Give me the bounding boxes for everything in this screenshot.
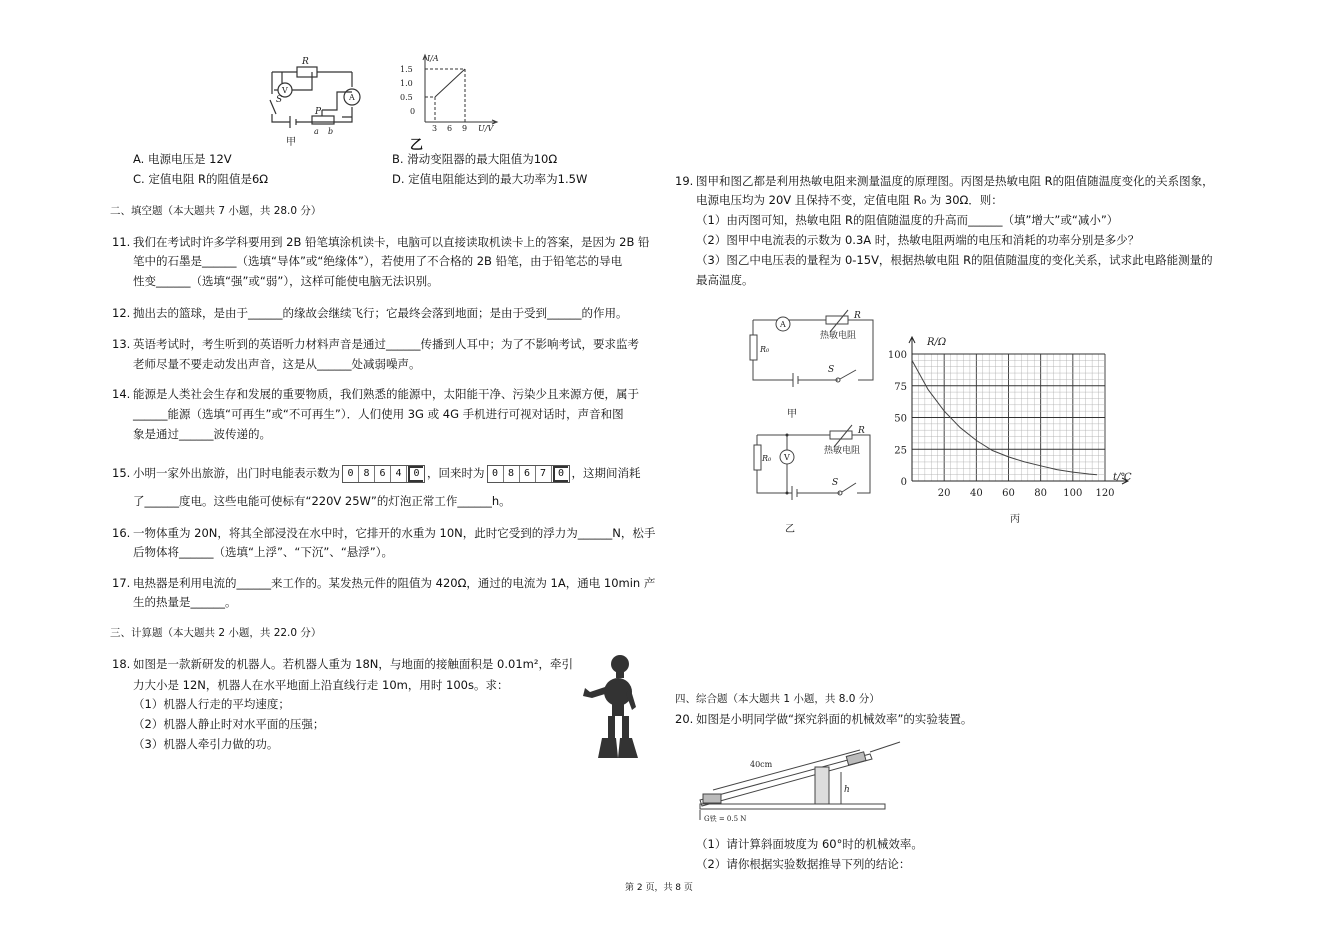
question-number: 11. (112, 235, 131, 249)
option-d: D. 定值电阻能达到的最大功率为1.5W (392, 172, 588, 186)
question-13-line: 英语考试时，考生听到的英语听力材料声音是通过______传播到人耳中；为了不影响考试，要求监考 (133, 337, 639, 351)
svg-text:40cm: 40cm (750, 760, 773, 769)
meter-digit: 6 (375, 466, 391, 482)
svg-text:S: S (832, 478, 839, 488)
question-17-line: 生的热量是______。 (133, 595, 237, 609)
question-15-line (133, 463, 641, 483)
question-17-line: 电热器是利用电流的______来工作的。某发热元件的阻值为 420Ω，通过的电流为 1A，通电 10min 产 (133, 576, 656, 590)
question-number: 12. (112, 306, 131, 320)
question-14-line: ______能源（选填“可再生”或“不可再生”）．人们使用 3G 或 4G 手机进行可视对话时，声音和图 (133, 407, 624, 421)
question-19-line: 最高温度。 (696, 273, 754, 287)
section-heading-fill-in: 二、填空题（本大题共 7 小题，共 28.0 分） (110, 205, 322, 217)
x-tick-label: 120 (1095, 488, 1115, 499)
question-19-line: 图甲和图乙都是利用热敏电阻来测量温度的原理图。丙图是热敏电阻 R的阻值随温度变化的关系图象， (696, 174, 1214, 188)
svg-text:1.0: 1.0 (400, 79, 413, 88)
svg-text:G铁 = 0.5 N: G铁 = 0.5 N (704, 815, 747, 823)
option-c: C. 定值电阻 R的阻值是6Ω (133, 172, 269, 186)
svg-text:热敏电阻: 热敏电阻 (824, 446, 861, 456)
question-number: 15. (112, 466, 131, 480)
figure-caption-jia: 甲 (787, 409, 797, 420)
svg-text:P: P (315, 107, 322, 117)
question-number: 16. (112, 526, 131, 540)
resistance-temperature-chart (887, 330, 1145, 500)
question-20-sub: （2）请你根据实验数据推导下列的结论： (696, 857, 911, 871)
y-tick-label: 0 (900, 477, 907, 488)
svg-text:I/A: I/A (427, 54, 439, 63)
svg-text:R: R (858, 426, 865, 436)
figure-caption-yi: 乙 (410, 138, 424, 153)
meter-digit: 0 (343, 466, 359, 482)
question-number: 19. (675, 174, 694, 188)
meter-digit: 0 (488, 466, 504, 482)
question-20-sub: （1）请计算斜面坡度为 60°时的机械效率。 (696, 837, 923, 851)
question-number: 18. (112, 657, 131, 671)
svg-text:0.5: 0.5 (400, 93, 413, 102)
question-12-line: 抛出去的篮球，是由于______的缘故会继续飞行；它最终会落到地面；是由于受到______的作用。 (133, 306, 628, 320)
question-number: 13. (112, 337, 131, 351)
y-axis-label: R/Ω (927, 337, 947, 348)
svg-text:6: 6 (447, 124, 453, 133)
y-tick-label: 100 (887, 350, 907, 361)
question-15-line: 了______度电。这些电能可使标有“220V 25W”的灯泡正常工作______h。 (133, 494, 511, 508)
question-13-line: 老师尽量不要走动发出声音，这是从______处减弱噪声。 (133, 357, 421, 371)
svg-text:h: h (844, 785, 850, 795)
meter-digit: 0 (408, 466, 423, 482)
svg-text:V: V (282, 86, 288, 95)
question-18-line: （1）机器人行走的平均速度； (133, 697, 290, 711)
question-14-line: 能源是人类社会生存和发展的重要物质，我们熟悉的能源中，太阳能干净、污染少且来源方便，属于 (133, 387, 639, 401)
meter-digit: 8 (504, 466, 520, 482)
question-11-line: 我们在考试时许多学科要用到 2B 铅笔填涂机读卡，电脑可以直接读取机读卡上的答案，是因为 2B 铅 (133, 235, 650, 249)
page-footer: 第 2 页，共 8 页 (625, 883, 693, 893)
question-number: 20. (675, 712, 694, 726)
x-axis-label: t/℃ (1113, 472, 1132, 483)
q15-text: 小明一家外出旅游，出门时电能表示数为 (133, 466, 340, 480)
inclined-plane-apparatus (695, 732, 920, 824)
question-19-line: （1）由丙图可知，热敏电阻 R的阻值随温度的升高而______（填”增大”或“减小”） (696, 213, 1119, 227)
svg-text:3: 3 (432, 124, 438, 133)
question-16-line: 后物体将______（选填“上浮”、“下沉”、“悬浮”）。 (133, 545, 393, 559)
chart-caption: 丙 (1010, 514, 1020, 525)
thermistor-circuit-yi (752, 425, 882, 500)
svg-text:R: R (302, 57, 309, 67)
svg-text:a: a (314, 127, 319, 136)
meter-digit: 7 (536, 466, 552, 482)
svg-text:b: b (328, 127, 334, 136)
question-19-line: （3）图乙中电压表的量程为 0-15V，根据热敏电阻 R的阻值随温度的变化关系，试求此电路能测量的 (696, 253, 1213, 267)
figure-caption-jia: 甲 (286, 137, 296, 148)
iv-graph-yi (395, 52, 505, 132)
meter-digit: 8 (359, 466, 375, 482)
thermistor-circuit-jia (748, 310, 878, 385)
question-19-line: 电源电压均为 20V 且保持不变，定值电阻 R₀ 为 30Ω．则： (696, 193, 1003, 207)
svg-text:V: V (784, 453, 790, 462)
q15-text: ，回来时为 (427, 466, 485, 480)
question-18-line: 如图是一款新研发的机器人。若机器人重为 18N，与地面的接触面积是 0.01m²，牵引 (133, 657, 573, 671)
figure-caption-yi: 乙 (785, 524, 795, 535)
x-tick-label: 20 (937, 488, 951, 499)
question-18-line: （3）机器人牵引力做的功。 (133, 737, 279, 751)
meter-start-reading (342, 465, 425, 483)
question-number: 17. (112, 576, 131, 590)
robot-image (580, 652, 645, 762)
question-19-line: （2）图甲中电流表的示数为 0.3A 时，热敏电阻两端的电压和消耗的功率分别是多少？ (696, 233, 1140, 247)
question-11-line: 性变______（选填“强”或“弱”），这样可能使电脑无法识别。 (133, 274, 439, 288)
svg-text:热敏电阻: 热敏电阻 (820, 331, 857, 341)
meter-digit: 0 (553, 466, 568, 482)
y-tick-label: 75 (894, 381, 907, 393)
svg-text:R₀: R₀ (760, 345, 770, 354)
y-tick-label: 50 (894, 413, 907, 425)
question-18-line: （2）机器人静止时对水平面的压强； (133, 717, 325, 731)
x-tick-label: 80 (1034, 488, 1048, 499)
svg-text:9: 9 (462, 124, 468, 133)
svg-text:U/V: U/V (478, 124, 494, 133)
section-heading-calc: 三、计算题（本大题共 2 小题，共 22.0 分） (110, 627, 322, 639)
meter-digit: 4 (391, 466, 407, 482)
svg-text:R₀: R₀ (762, 454, 772, 463)
x-tick-label: 40 (969, 488, 983, 499)
q15-text: ，这期间消耗 (571, 466, 641, 480)
question-16-line: 一物体重为 20N，将其全部浸没在水中时，它排开的水重为 10N，此时它受到的浮力为______N，松手 (133, 526, 656, 540)
question-20-line: 如图是小明同学做“探究斜面的机械效率”的实验装置。 (696, 712, 973, 726)
circuit-diagram-jia (262, 52, 382, 142)
x-tick-label: 100 (1063, 488, 1083, 499)
option-b: B. 滑动变阻器的最大阻值为10Ω (392, 152, 558, 166)
meter-digit: 6 (520, 466, 536, 482)
section-heading-comprehensive: 四、综合题（本大题共 1 小题，共 8.0 分） (675, 693, 880, 705)
y-tick-label: 25 (894, 445, 907, 457)
question-number: 14. (112, 387, 131, 401)
question-14-line: 象是通过______波传递的。 (133, 427, 271, 441)
svg-text:S: S (276, 95, 283, 105)
option-a: A. 电源电压是 12V (133, 152, 232, 166)
x-tick-label: 60 (1002, 488, 1015, 499)
svg-text:A: A (349, 93, 355, 102)
svg-text:S: S (828, 365, 835, 375)
svg-text:0: 0 (410, 107, 416, 116)
svg-text:1.5: 1.5 (400, 65, 413, 74)
meter-end-reading (487, 465, 570, 483)
question-18-line: 力大小是 12N，机器人在水平地面上沿直线行走 10m，用时 100s。求： (133, 678, 509, 692)
question-11-line: 笔中的石墨是______（选填“导体”或“绝缘体”），若使用了不合格的 2B 铅笔，由于铅笔芯的导电 (133, 254, 623, 268)
svg-text:R: R (854, 311, 861, 321)
svg-text:A: A (780, 320, 786, 329)
